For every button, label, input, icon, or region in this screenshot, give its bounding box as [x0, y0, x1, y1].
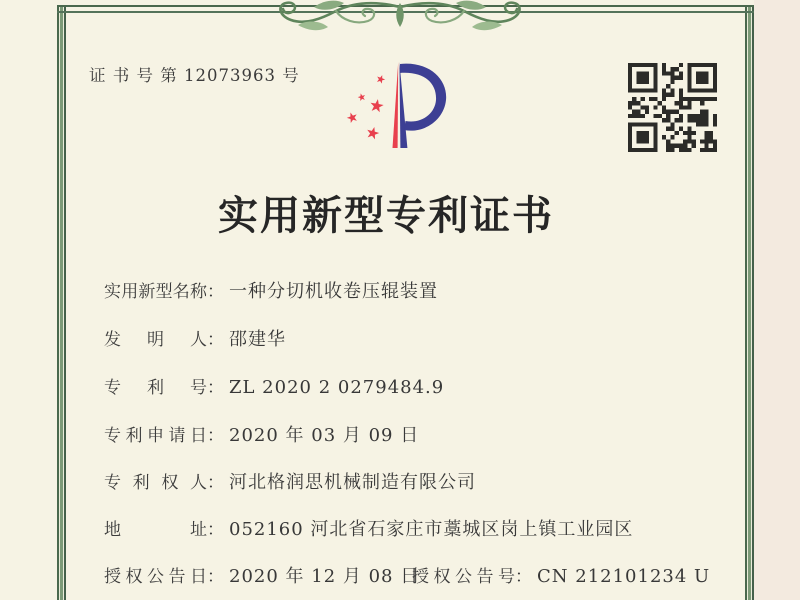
field-row-address — [104, 517, 633, 543]
colon: ： — [207, 330, 224, 350]
field-row-patent-number — [104, 375, 444, 401]
certificate-number: 证 书 号 第 12073963 号 — [89, 66, 300, 85]
field-row-patentee — [104, 470, 476, 496]
field-label: 专利权人 — [104, 473, 207, 493]
colon: ： — [207, 520, 224, 540]
field-value: 2020 年 03 月 09 日 — [229, 425, 420, 446]
colon: ： — [515, 567, 532, 587]
field-value: 052160 河北省石家庄市藁城区岗上镇工业园区 — [229, 519, 634, 540]
floral-ornament-icon — [264, 0, 536, 34]
logo-stars — [346, 74, 387, 140]
certificate-title: 实用新型专利证书 — [218, 192, 554, 239]
logo-p-mark — [393, 62, 447, 148]
field-label: 授权公告号 — [412, 567, 515, 587]
colon: ： — [207, 282, 224, 302]
field-label: 专利申请日 — [104, 426, 207, 446]
field-row-utility-model-name — [104, 279, 438, 305]
field-value: 一种分切机收卷压辊装置 — [229, 281, 438, 302]
colon: ： — [207, 378, 224, 398]
cnipa-logo-icon — [338, 56, 453, 152]
field-value: ZL 2020 2 0279484.9 — [229, 377, 445, 398]
qr-code — [628, 63, 717, 152]
field-row-filing-date — [104, 423, 419, 449]
frame-border-left — [57, 5, 66, 600]
field-label: 地址 — [104, 520, 207, 540]
field-label: 发明人 — [104, 330, 207, 350]
field-value: 邵建华 — [229, 329, 286, 350]
field-value: 2020 年 12 月 08 日 — [229, 566, 420, 587]
colon: ： — [207, 473, 224, 493]
field-row-inventor — [104, 327, 286, 353]
field-value: CN 212101234 U — [537, 566, 711, 587]
colon: ： — [207, 567, 224, 587]
field-label: 实用新型名称 — [104, 282, 207, 302]
field-label: 专利号 — [104, 378, 207, 398]
colon: ： — [207, 426, 224, 446]
field-label: 授权公告日 — [104, 567, 207, 587]
field-value: 河北格润思机械制造有限公司 — [229, 472, 476, 493]
field-row-grant-date — [104, 564, 711, 590]
field-grant-publication-number — [412, 564, 710, 590]
scan-edge-strip — [754, 0, 800, 600]
frame-border-right — [745, 5, 754, 600]
